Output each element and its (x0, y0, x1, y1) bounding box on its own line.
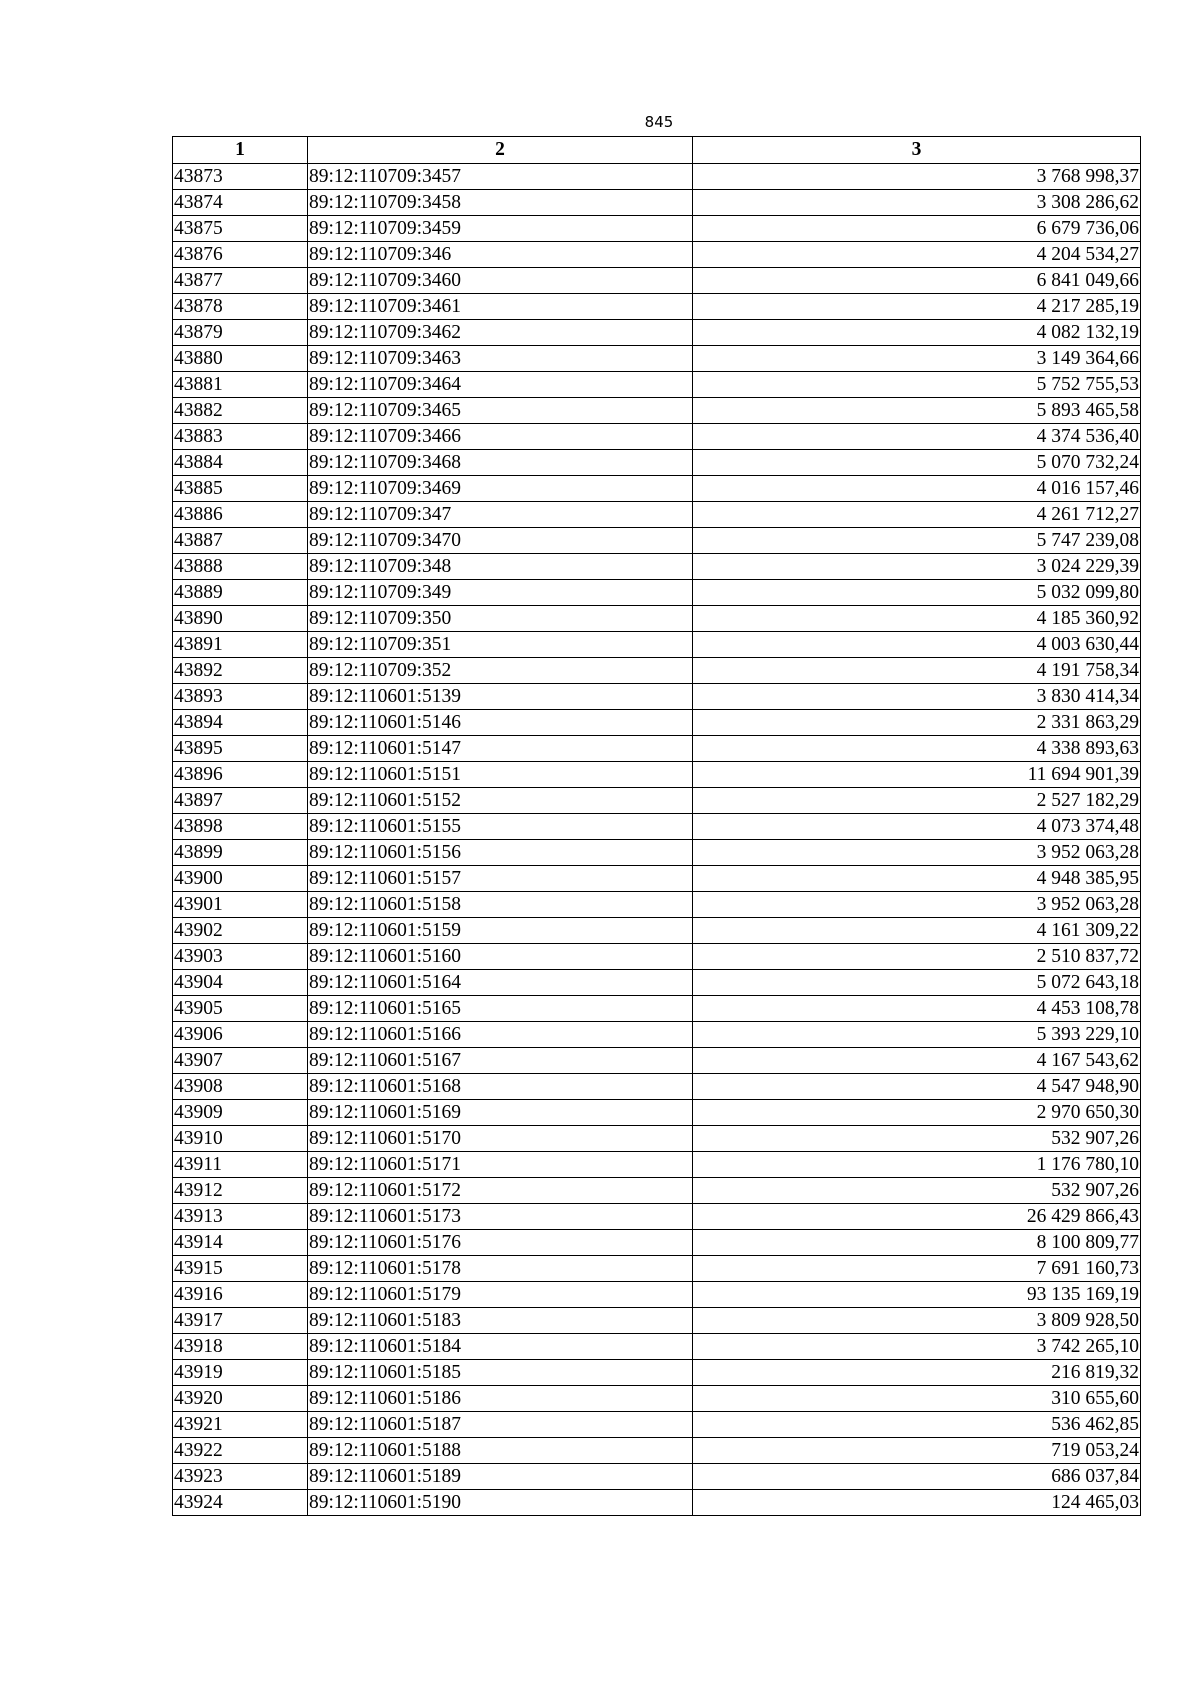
cadastral-value-cell: 3 830 414,34 (693, 684, 1141, 710)
table-row (173, 1256, 1141, 1282)
cadastral-value-cell: 4 003 630,44 (693, 632, 1141, 658)
cadastral-number-cell: 89:12:110709:3457 (308, 164, 693, 190)
table-header-row (173, 137, 1141, 164)
table-row (173, 1100, 1141, 1126)
cadastral-number-cell: 89:12:110601:5151 (308, 762, 693, 788)
cadastral-number-cell: 89:12:110601:5165 (308, 996, 693, 1022)
table-row (173, 1230, 1141, 1256)
table-row (173, 814, 1141, 840)
cadastral-value-cell: 4 167 543,62 (693, 1048, 1141, 1074)
table-row (173, 424, 1141, 450)
cadastral-number-cell: 89:12:110601:5183 (308, 1308, 693, 1334)
cadastral-number-cell: 89:12:110601:5173 (308, 1204, 693, 1230)
cadastral-number-cell: 89:12:110709:349 (308, 580, 693, 606)
table-row (173, 554, 1141, 580)
table-row (173, 1438, 1141, 1464)
row-number-cell: 43907 (173, 1048, 308, 1074)
cadastral-value-cell: 532 907,26 (693, 1178, 1141, 1204)
table-row (173, 996, 1141, 1022)
cadastral-number-cell: 89:12:110709:3464 (308, 372, 693, 398)
cadastral-value-cell: 6 679 736,06 (693, 216, 1141, 242)
column-header-2: 2 (308, 137, 693, 164)
table-row (173, 710, 1141, 736)
row-number-cell: 43915 (173, 1256, 308, 1282)
cadastral-number-cell: 89:12:110709:3461 (308, 294, 693, 320)
cadastral-value-cell: 532 907,26 (693, 1126, 1141, 1152)
row-number-cell: 43918 (173, 1334, 308, 1360)
row-number-cell: 43888 (173, 554, 308, 580)
table-row (173, 918, 1141, 944)
row-number-cell: 43908 (173, 1074, 308, 1100)
cadastral-value-cell: 5 747 239,08 (693, 528, 1141, 554)
cadastral-number-cell: 89:12:110709:3458 (308, 190, 693, 216)
row-number-cell: 43883 (173, 424, 308, 450)
cadastral-value-cell: 6 841 049,66 (693, 268, 1141, 294)
cadastral-number-cell: 89:12:110601:5176 (308, 1230, 693, 1256)
table-row (173, 788, 1141, 814)
row-number-cell: 43911 (173, 1152, 308, 1178)
row-number-cell: 43906 (173, 1022, 308, 1048)
row-number-cell: 43876 (173, 242, 308, 268)
cadastral-value-cell: 124 465,03 (693, 1490, 1141, 1516)
row-number-cell: 43877 (173, 268, 308, 294)
table-row (173, 476, 1141, 502)
row-number-cell: 43920 (173, 1386, 308, 1412)
table-row (173, 762, 1141, 788)
row-number-cell: 43887 (173, 528, 308, 554)
cadastral-number-cell: 89:12:110601:5184 (308, 1334, 693, 1360)
cadastral-number-cell: 89:12:110709:3459 (308, 216, 693, 242)
row-number-cell: 43892 (173, 658, 308, 684)
cadastral-value-cell: 4 082 132,19 (693, 320, 1141, 346)
cadastral-value-cell: 3 952 063,28 (693, 892, 1141, 918)
cadastral-number-cell: 89:12:110601:5139 (308, 684, 693, 710)
cadastral-number-cell: 89:12:110709:3463 (308, 346, 693, 372)
cadastral-value-cell: 4 948 385,95 (693, 866, 1141, 892)
table-row (173, 1074, 1141, 1100)
cadastral-number-cell: 89:12:110601:5147 (308, 736, 693, 762)
row-number-cell: 43875 (173, 216, 308, 242)
cadastral-value-cell: 93 135 169,19 (693, 1282, 1141, 1308)
cadastral-number-cell: 89:12:110601:5158 (308, 892, 693, 918)
row-number-cell: 43913 (173, 1204, 308, 1230)
table-row (173, 658, 1141, 684)
cadastral-value-cell: 5 072 643,18 (693, 970, 1141, 996)
cadastral-number-cell: 89:12:110709:3470 (308, 528, 693, 554)
table-row (173, 398, 1141, 424)
row-number-cell: 43894 (173, 710, 308, 736)
row-number-cell: 43878 (173, 294, 308, 320)
table-row (173, 372, 1141, 398)
row-number-cell: 43914 (173, 1230, 308, 1256)
cadastral-number-cell: 89:12:110709:3469 (308, 476, 693, 502)
cadastral-value-cell: 310 655,60 (693, 1386, 1141, 1412)
table-row (173, 866, 1141, 892)
cadastral-value-cell: 7 691 160,73 (693, 1256, 1141, 1282)
table-row (173, 892, 1141, 918)
cadastral-value-cell: 5 752 755,53 (693, 372, 1141, 398)
table-row (173, 1022, 1141, 1048)
cadastral-number-cell: 89:12:110601:5188 (308, 1438, 693, 1464)
table-row (173, 580, 1141, 606)
row-number-cell: 43879 (173, 320, 308, 346)
cadastral-value-cell: 719 053,24 (693, 1438, 1141, 1464)
table-row (173, 450, 1141, 476)
cadastral-value-cell: 1 176 780,10 (693, 1152, 1141, 1178)
cadastral-value-cell: 4 185 360,92 (693, 606, 1141, 632)
cadastral-number-cell: 89:12:110709:348 (308, 554, 693, 580)
cadastral-number-cell: 89:12:110601:5189 (308, 1464, 693, 1490)
cadastral-value-cell: 686 037,84 (693, 1464, 1141, 1490)
row-number-cell: 43890 (173, 606, 308, 632)
cadastral-value-cell: 2 331 863,29 (693, 710, 1141, 736)
cadastral-number-cell: 89:12:110601:5159 (308, 918, 693, 944)
cadastral-number-cell: 89:12:110601:5168 (308, 1074, 693, 1100)
cadastral-number-cell: 89:12:110601:5155 (308, 814, 693, 840)
cadastral-value-cell: 26 429 866,43 (693, 1204, 1141, 1230)
cadastral-value-cell: 536 462,85 (693, 1412, 1141, 1438)
cadastral-value-cell: 5 893 465,58 (693, 398, 1141, 424)
row-number-cell: 43889 (173, 580, 308, 606)
cadastral-value-cell: 4 338 893,63 (693, 736, 1141, 762)
table-row (173, 1152, 1141, 1178)
table-row (173, 242, 1141, 268)
cadastral-number-cell: 89:12:110709:3462 (308, 320, 693, 346)
cadastral-value-cell: 2 970 650,30 (693, 1100, 1141, 1126)
row-number-cell: 43880 (173, 346, 308, 372)
cadastral-value-cell: 3 809 928,50 (693, 1308, 1141, 1334)
table-row (173, 1412, 1141, 1438)
table-row (173, 840, 1141, 866)
row-number-cell: 43882 (173, 398, 308, 424)
table-row (173, 1204, 1141, 1230)
table-body (173, 164, 1141, 1516)
row-number-cell: 43885 (173, 476, 308, 502)
cadastral-number-cell: 89:12:110601:5185 (308, 1360, 693, 1386)
table-row (173, 320, 1141, 346)
table-row (173, 970, 1141, 996)
cadastral-value-table (172, 136, 1141, 1516)
table-row (173, 268, 1141, 294)
row-number-cell: 43921 (173, 1412, 308, 1438)
cadastral-value-cell: 3 149 364,66 (693, 346, 1141, 372)
row-number-cell: 43912 (173, 1178, 308, 1204)
cadastral-number-cell: 89:12:110709:3466 (308, 424, 693, 450)
cadastral-value-cell: 3 768 998,37 (693, 164, 1141, 190)
row-number-cell: 43903 (173, 944, 308, 970)
cadastral-number-cell: 89:12:110601:5166 (308, 1022, 693, 1048)
cadastral-value-cell: 2 510 837,72 (693, 944, 1141, 970)
row-number-cell: 43910 (173, 1126, 308, 1152)
row-number-cell: 43895 (173, 736, 308, 762)
cadastral-value-cell: 4 453 108,78 (693, 996, 1141, 1022)
table-row (173, 632, 1141, 658)
cadastral-value-cell: 11 694 901,39 (693, 762, 1141, 788)
cadastral-number-cell: 89:12:110601:5170 (308, 1126, 693, 1152)
cadastral-number-cell: 89:12:110709:352 (308, 658, 693, 684)
table-row (173, 502, 1141, 528)
cadastral-number-cell: 89:12:110709:346 (308, 242, 693, 268)
cadastral-value-cell: 4 161 309,22 (693, 918, 1141, 944)
table-row (173, 1386, 1141, 1412)
cadastral-number-cell: 89:12:110601:5146 (308, 710, 693, 736)
table-row (173, 1334, 1141, 1360)
cadastral-number-cell: 89:12:110709:350 (308, 606, 693, 632)
row-number-cell: 43874 (173, 190, 308, 216)
table-row (173, 1178, 1141, 1204)
cadastral-value-cell: 5 393 229,10 (693, 1022, 1141, 1048)
table-row (173, 164, 1141, 190)
row-number-cell: 43901 (173, 892, 308, 918)
cadastral-value-cell: 4 261 712,27 (693, 502, 1141, 528)
cadastral-value-cell: 3 024 229,39 (693, 554, 1141, 580)
table-row (173, 1282, 1141, 1308)
row-number-cell: 43924 (173, 1490, 308, 1516)
row-number-cell: 43919 (173, 1360, 308, 1386)
cadastral-value-cell: 3 308 286,62 (693, 190, 1141, 216)
cadastral-number-cell: 89:12:110601:5178 (308, 1256, 693, 1282)
cadastral-value-cell: 4 217 285,19 (693, 294, 1141, 320)
cadastral-value-cell: 216 819,32 (693, 1360, 1141, 1386)
cadastral-number-cell: 89:12:110601:5171 (308, 1152, 693, 1178)
row-number-cell: 43896 (173, 762, 308, 788)
table-row (173, 684, 1141, 710)
row-number-cell: 43923 (173, 1464, 308, 1490)
table-row (173, 606, 1141, 632)
cadastral-value-cell: 8 100 809,77 (693, 1230, 1141, 1256)
row-number-cell: 43905 (173, 996, 308, 1022)
row-number-cell: 43893 (173, 684, 308, 710)
cadastral-number-cell: 89:12:110601:5156 (308, 840, 693, 866)
row-number-cell: 43881 (173, 372, 308, 398)
page-number: 845 (644, 113, 674, 131)
table-row (173, 190, 1141, 216)
cadastral-value-cell: 4 204 534,27 (693, 242, 1141, 268)
table-row (173, 944, 1141, 970)
cadastral-value-cell: 5 070 732,24 (693, 450, 1141, 476)
cadastral-number-cell: 89:12:110601:5169 (308, 1100, 693, 1126)
cadastral-number-cell: 89:12:110709:3460 (308, 268, 693, 294)
row-number-cell: 43902 (173, 918, 308, 944)
table-row (173, 736, 1141, 762)
column-header-3: 3 (693, 137, 1141, 164)
cadastral-number-cell: 89:12:110601:5157 (308, 866, 693, 892)
cadastral-value-cell: 4 547 948,90 (693, 1074, 1141, 1100)
row-number-cell: 43898 (173, 814, 308, 840)
row-number-cell: 43891 (173, 632, 308, 658)
cadastral-number-cell: 89:12:110709:3468 (308, 450, 693, 476)
row-number-cell: 43899 (173, 840, 308, 866)
cadastral-number-cell: 89:12:110601:5164 (308, 970, 693, 996)
cadastral-number-cell: 89:12:110709:351 (308, 632, 693, 658)
table-row (173, 216, 1141, 242)
row-number-cell: 43900 (173, 866, 308, 892)
table-row (173, 1464, 1141, 1490)
cadastral-number-cell: 89:12:110709:3465 (308, 398, 693, 424)
cadastral-number-cell: 89:12:110601:5187 (308, 1412, 693, 1438)
cadastral-value-cell: 4 073 374,48 (693, 814, 1141, 840)
cadastral-number-cell: 89:12:110601:5179 (308, 1282, 693, 1308)
row-number-cell: 43916 (173, 1282, 308, 1308)
column-header-1: 1 (173, 137, 308, 164)
cadastral-value-cell: 4 016 157,46 (693, 476, 1141, 502)
table-row (173, 1490, 1141, 1516)
cadastral-value-cell: 3 742 265,10 (693, 1334, 1141, 1360)
table-row (173, 1360, 1141, 1386)
cadastral-number-cell: 89:12:110601:5172 (308, 1178, 693, 1204)
row-number-cell: 43904 (173, 970, 308, 996)
row-number-cell: 43886 (173, 502, 308, 528)
row-number-cell: 43922 (173, 1438, 308, 1464)
cadastral-number-cell: 89:12:110601:5190 (308, 1490, 693, 1516)
cadastral-number-cell: 89:12:110601:5186 (308, 1386, 693, 1412)
row-number-cell: 43897 (173, 788, 308, 814)
table-row (173, 1048, 1141, 1074)
row-number-cell: 43884 (173, 450, 308, 476)
cadastral-number-cell: 89:12:110601:5152 (308, 788, 693, 814)
table-row (173, 528, 1141, 554)
cadastral-number-cell: 89:12:110601:5167 (308, 1048, 693, 1074)
row-number-cell: 43917 (173, 1308, 308, 1334)
row-number-cell: 43909 (173, 1100, 308, 1126)
cadastral-value-cell: 4 191 758,34 (693, 658, 1141, 684)
cadastral-value-cell: 2 527 182,29 (693, 788, 1141, 814)
cadastral-number-cell: 89:12:110601:5160 (308, 944, 693, 970)
cadastral-value-cell: 5 032 099,80 (693, 580, 1141, 606)
cadastral-number-cell: 89:12:110709:347 (308, 502, 693, 528)
table-row (173, 1308, 1141, 1334)
table-row (173, 1126, 1141, 1152)
table-row (173, 294, 1141, 320)
row-number-cell: 43873 (173, 164, 308, 190)
cadastral-value-cell: 4 374 536,40 (693, 424, 1141, 450)
table-row (173, 346, 1141, 372)
cadastral-value-cell: 3 952 063,28 (693, 840, 1141, 866)
